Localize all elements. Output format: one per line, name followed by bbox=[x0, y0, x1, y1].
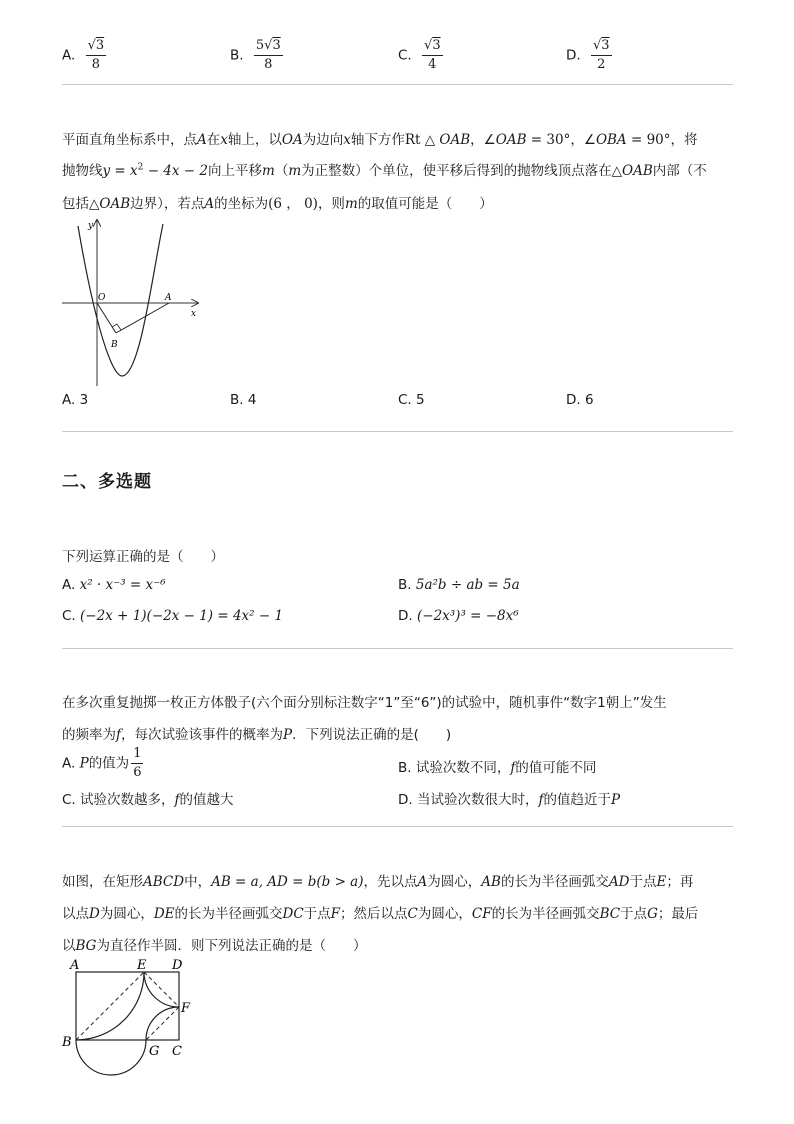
math: OAB bbox=[99, 196, 131, 212]
text: 如图，在矩形 bbox=[62, 874, 143, 890]
text: 的取值可能是（ ） bbox=[357, 196, 493, 212]
text: 的频率为 bbox=[62, 727, 116, 743]
text: 于点 bbox=[629, 874, 657, 890]
q1-option-d[interactable] bbox=[566, 38, 612, 73]
divider bbox=[62, 84, 733, 85]
text: 为圆心， bbox=[99, 906, 154, 922]
q1-option-c[interactable] bbox=[398, 38, 443, 73]
q5-stem-line1 bbox=[62, 870, 693, 890]
label-b: B bbox=[111, 340, 118, 350]
divider bbox=[62, 431, 733, 432]
text: 轴上，以 bbox=[227, 132, 282, 148]
text: 的值可能不同 bbox=[515, 760, 597, 776]
q4-option-a[interactable] bbox=[62, 746, 143, 781]
math: CF bbox=[471, 906, 492, 922]
text: ；然后以点 bbox=[340, 906, 408, 922]
numerator: 1 bbox=[131, 746, 143, 764]
option-letter: B. bbox=[230, 47, 244, 64]
section-title: 二、多选题 bbox=[62, 472, 152, 492]
math: OAB bbox=[439, 132, 471, 148]
text: 的长为半径画弧交 bbox=[500, 874, 609, 890]
q5-stem-line2 bbox=[62, 902, 698, 922]
q1-option-a[interactable] bbox=[62, 38, 106, 73]
math: A bbox=[417, 874, 428, 890]
text: 的坐标为 bbox=[214, 196, 269, 212]
q4-option-c[interactable] bbox=[62, 788, 234, 808]
text: 当试验次数很大时， bbox=[416, 792, 539, 808]
text: ，则 bbox=[317, 196, 345, 212]
math: m bbox=[344, 196, 358, 212]
denominator: 2 bbox=[597, 57, 606, 72]
q4-stem-line1: 在多次重复抛掷一枚正方体骰子(六个面分别标注数字“1”至“6”)的试验中，随机事件“数字1朝上”发生 bbox=[62, 695, 667, 711]
text: 内部（不 bbox=[652, 163, 707, 179]
radicand: 3 bbox=[601, 38, 610, 53]
option-letter: D. bbox=[566, 392, 581, 408]
rectangle-abcd bbox=[76, 972, 179, 1040]
option-text: 5 bbox=[416, 392, 425, 408]
math: F bbox=[330, 906, 341, 922]
option-letter: C. bbox=[398, 47, 412, 64]
text: ，将 bbox=[670, 132, 698, 148]
q2-stem-line1 bbox=[62, 128, 698, 148]
text: 向上平移 bbox=[208, 163, 262, 179]
option-text: (−2x + 1)(−2x − 1) = 4x² − 1 bbox=[80, 608, 284, 624]
q2-option-b[interactable] bbox=[230, 392, 256, 408]
fraction bbox=[131, 746, 143, 781]
math: AB bbox=[481, 874, 501, 890]
q3-stem: 下列运算正确的是（ ） bbox=[62, 549, 224, 565]
coefficient: 5 bbox=[255, 38, 265, 53]
text: 中， bbox=[184, 874, 212, 890]
label-g: G bbox=[149, 1044, 160, 1059]
math: f bbox=[538, 792, 544, 808]
radicand: 3 bbox=[272, 38, 281, 53]
q4-stem-line2 bbox=[62, 723, 451, 743]
option-letter: B. bbox=[230, 392, 244, 408]
math: OAB bbox=[495, 132, 527, 148]
text: 抛物线 bbox=[62, 163, 103, 179]
fraction: $\frac{√3}{8}$ bbox=[87, 38, 105, 72]
option-letter: B. bbox=[398, 577, 412, 593]
text: ；再 bbox=[666, 874, 694, 890]
q4-option-b[interactable] bbox=[398, 756, 596, 776]
label-d: D bbox=[172, 958, 183, 973]
text: 于点 bbox=[620, 906, 648, 922]
label-b: B bbox=[62, 1035, 72, 1050]
option-letter: A. bbox=[62, 47, 76, 64]
q3-option-c[interactable] bbox=[62, 608, 283, 624]
math: AD bbox=[608, 874, 630, 890]
option-letter: A. bbox=[62, 577, 76, 593]
semicircle-bg bbox=[76, 1040, 146, 1075]
q5-rectangle-figure bbox=[60, 956, 200, 1082]
fraction: $\frac{√3}{4}$ bbox=[424, 38, 441, 72]
radicand: 3 bbox=[95, 38, 105, 53]
math: DE bbox=[153, 906, 175, 922]
text: 边界），若点 bbox=[130, 196, 205, 212]
math: OBA bbox=[595, 132, 627, 148]
text: 试验次数不同， bbox=[415, 760, 511, 776]
option-text: 4 bbox=[247, 392, 257, 408]
math: x bbox=[130, 163, 138, 179]
math: Rt △ bbox=[404, 132, 440, 148]
text: （ bbox=[274, 163, 289, 179]
denominator: 8 bbox=[264, 57, 273, 72]
q2-parabola-graph bbox=[60, 216, 210, 388]
math: BG bbox=[75, 938, 97, 954]
q2-stem-line3 bbox=[62, 192, 493, 212]
option-text: 3 bbox=[79, 392, 89, 408]
q4-option-d[interactable] bbox=[398, 788, 620, 808]
exponent: 2 bbox=[137, 162, 144, 173]
text: 的值趋近于 bbox=[543, 792, 611, 808]
q5-stem-line3 bbox=[62, 934, 366, 954]
divider bbox=[62, 648, 733, 649]
math: (6 ， 0) bbox=[268, 196, 318, 212]
text: ；最后 bbox=[657, 906, 699, 922]
text: 以 bbox=[62, 938, 76, 954]
text: ，∠ bbox=[570, 132, 596, 148]
text: 为圆心， bbox=[417, 906, 472, 922]
math: ABCD bbox=[143, 874, 185, 890]
label-c: C bbox=[172, 1044, 182, 1059]
math: y bbox=[102, 163, 111, 179]
parabola-curve bbox=[78, 224, 163, 376]
text: ，每次试验该事件的概率为 bbox=[121, 727, 283, 743]
option-letter: C. bbox=[62, 792, 76, 808]
q3-option-b[interactable] bbox=[398, 577, 520, 593]
divider bbox=[62, 826, 733, 827]
option-letter: A. bbox=[62, 755, 76, 772]
fraction: $\frac{5√3}{8}$ bbox=[255, 38, 281, 72]
option-text: 5a²b ÷ ab = 5a bbox=[415, 577, 520, 593]
math: x bbox=[220, 132, 228, 148]
math: = 30° bbox=[526, 132, 571, 148]
math: OAB bbox=[622, 163, 653, 179]
label-y: y bbox=[88, 221, 94, 231]
label-a: A bbox=[165, 293, 172, 303]
math: x bbox=[343, 132, 351, 148]
q3-option-d[interactable] bbox=[398, 608, 519, 624]
label-o: O bbox=[98, 293, 106, 303]
math: A bbox=[197, 132, 207, 148]
math: AB = a, AD = b(b > a) bbox=[211, 874, 364, 890]
math: f bbox=[116, 727, 121, 743]
text: 在 bbox=[206, 132, 221, 148]
text: ，∠ bbox=[470, 132, 496, 148]
option-text: 6 bbox=[584, 392, 594, 408]
text: ，先以点 bbox=[363, 874, 418, 890]
math: m bbox=[262, 163, 275, 179]
q3-option-a[interactable] bbox=[62, 577, 166, 593]
option-letter: C. bbox=[62, 608, 76, 624]
text: 的值越大 bbox=[179, 792, 234, 808]
math: A bbox=[204, 196, 215, 212]
text: 的长为半径画弧交 bbox=[174, 906, 283, 922]
option-letter: D. bbox=[398, 792, 413, 808]
math: G bbox=[647, 906, 658, 922]
label-a: A bbox=[70, 958, 80, 973]
denominator: 6 bbox=[133, 765, 142, 780]
text: 轴下方作 bbox=[350, 132, 405, 148]
option-letter: A. bbox=[62, 392, 76, 408]
option-letter: D. bbox=[566, 47, 581, 64]
q2-option-a[interactable] bbox=[62, 392, 88, 408]
math: P bbox=[283, 727, 293, 743]
text: 的长为半径画弧交 bbox=[491, 906, 600, 922]
label-x: x bbox=[191, 309, 197, 319]
math: m bbox=[288, 163, 302, 179]
math: BC bbox=[599, 906, 621, 922]
q2-option-d[interactable] bbox=[566, 392, 594, 408]
math: f bbox=[174, 792, 180, 808]
dashed-be bbox=[76, 972, 144, 1040]
option-letter: B. bbox=[398, 760, 412, 776]
option-letter: D. bbox=[398, 608, 413, 624]
text: △ bbox=[89, 196, 100, 212]
math: DC bbox=[282, 906, 304, 922]
math: OA bbox=[281, 132, 303, 148]
math: C bbox=[407, 906, 418, 922]
denominator: 4 bbox=[428, 57, 437, 72]
math: E bbox=[656, 874, 667, 890]
text: 以点 bbox=[62, 906, 89, 922]
text: 为边向 bbox=[302, 132, 344, 148]
denominator: 8 bbox=[91, 57, 101, 72]
math: P bbox=[79, 755, 89, 772]
segment-ba bbox=[116, 303, 169, 333]
text: 包括 bbox=[62, 196, 89, 212]
text: ．下列说法正确的是( ) bbox=[292, 727, 452, 743]
q2-stem-line2 bbox=[62, 159, 707, 179]
math: f bbox=[510, 760, 516, 776]
text: 平面直角坐标系中，点 bbox=[62, 132, 197, 148]
label-e: E bbox=[137, 958, 147, 973]
text: 于点 bbox=[303, 906, 331, 922]
text: 为正整数）个单位，使平移后得到的抛物线顶点落在 bbox=[301, 163, 612, 179]
text: 的值为 bbox=[88, 755, 130, 772]
math: P bbox=[610, 792, 621, 808]
text: △ bbox=[611, 163, 623, 179]
radicand: 3 bbox=[432, 38, 441, 53]
fraction: $\frac{√3}{2}$ bbox=[592, 38, 610, 72]
option-letter: C. bbox=[398, 392, 412, 408]
math: − 4x − 2 bbox=[143, 163, 208, 179]
text: 为圆心， bbox=[427, 874, 482, 890]
text: 试验次数越多， bbox=[80, 792, 175, 808]
q2-option-c[interactable] bbox=[398, 392, 425, 408]
text: 为直径作半圆．则下列说法正确的是（ ） bbox=[96, 938, 367, 954]
math: = bbox=[110, 163, 131, 179]
option-text: (−2x³)³ = −8x⁶ bbox=[416, 608, 519, 624]
q1-option-b[interactable] bbox=[230, 38, 283, 73]
label-f: F bbox=[181, 1001, 191, 1016]
option-text: x² · x⁻³ = x⁻⁶ bbox=[79, 577, 166, 593]
math: = 90° bbox=[626, 132, 671, 148]
math: D bbox=[89, 906, 100, 922]
